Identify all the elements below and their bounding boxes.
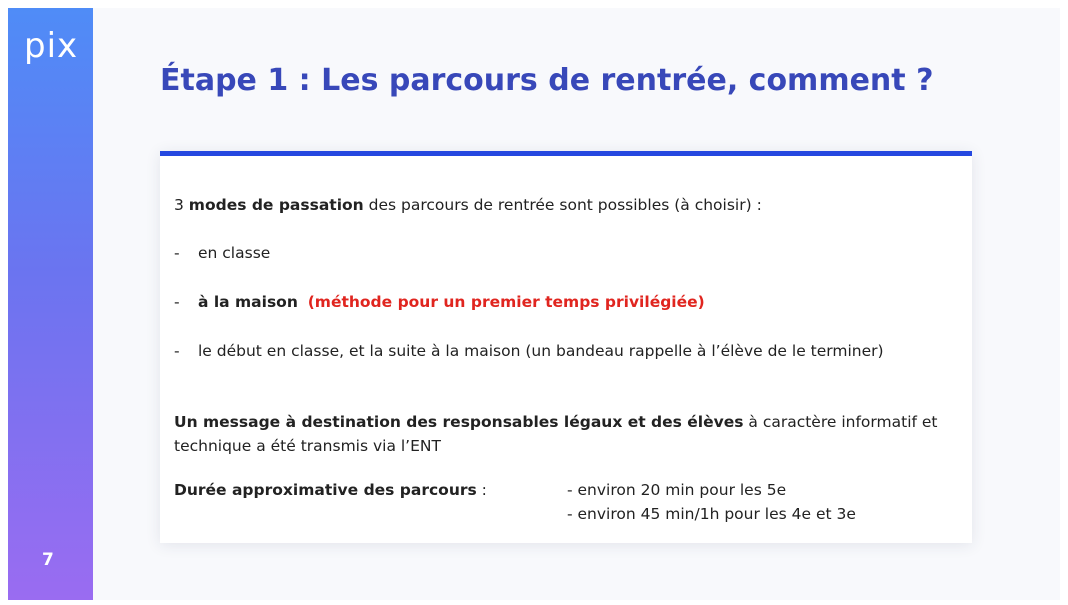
list-dash: - xyxy=(174,244,180,262)
duration-colon: : xyxy=(476,481,487,499)
mode-item xyxy=(174,290,958,314)
duration-value: - environ 20 min pour les 5e xyxy=(567,481,787,499)
message-paragraph xyxy=(174,410,958,458)
intro-suffix: des parcours de rentrée sont possibles (à choisir) : xyxy=(363,196,762,214)
intro-paragraph xyxy=(174,193,958,217)
intro-prefix: 3 xyxy=(174,196,189,214)
mode-text: le début en classe, et la suite à la maison (un bandeau rappelle à l’élève de le terminer) xyxy=(198,342,884,360)
page-number: 7 xyxy=(42,550,54,570)
duration-label: Durée approximative des parcours xyxy=(174,481,477,499)
sidebar xyxy=(8,8,93,600)
list-dash: - xyxy=(174,342,180,360)
mode-item xyxy=(174,241,958,265)
pix-logo: pix xyxy=(24,26,79,66)
content-card xyxy=(160,151,972,543)
mode-highlight: (méthode pour un premier temps privilégiée) xyxy=(307,293,705,311)
duration-value: - environ 45 min/1h pour les 4e et 3e xyxy=(567,505,856,523)
slide-title: Étape 1 : Les parcours de rentrée, comment ? xyxy=(160,63,934,98)
message-rest: à caractère informatif et technique a été transmis via l’ENT xyxy=(174,413,938,455)
intro-bold: modes de passation xyxy=(188,196,364,214)
message-bold: Un message à destination des responsables légaux et des élèves xyxy=(174,413,744,431)
mode-bold: à la maison xyxy=(198,293,298,311)
list-dash: - xyxy=(174,293,180,311)
duration-values xyxy=(567,478,856,526)
mode-item xyxy=(174,339,958,363)
slide-frame xyxy=(8,8,1060,600)
mode-text: en classe xyxy=(198,244,271,262)
